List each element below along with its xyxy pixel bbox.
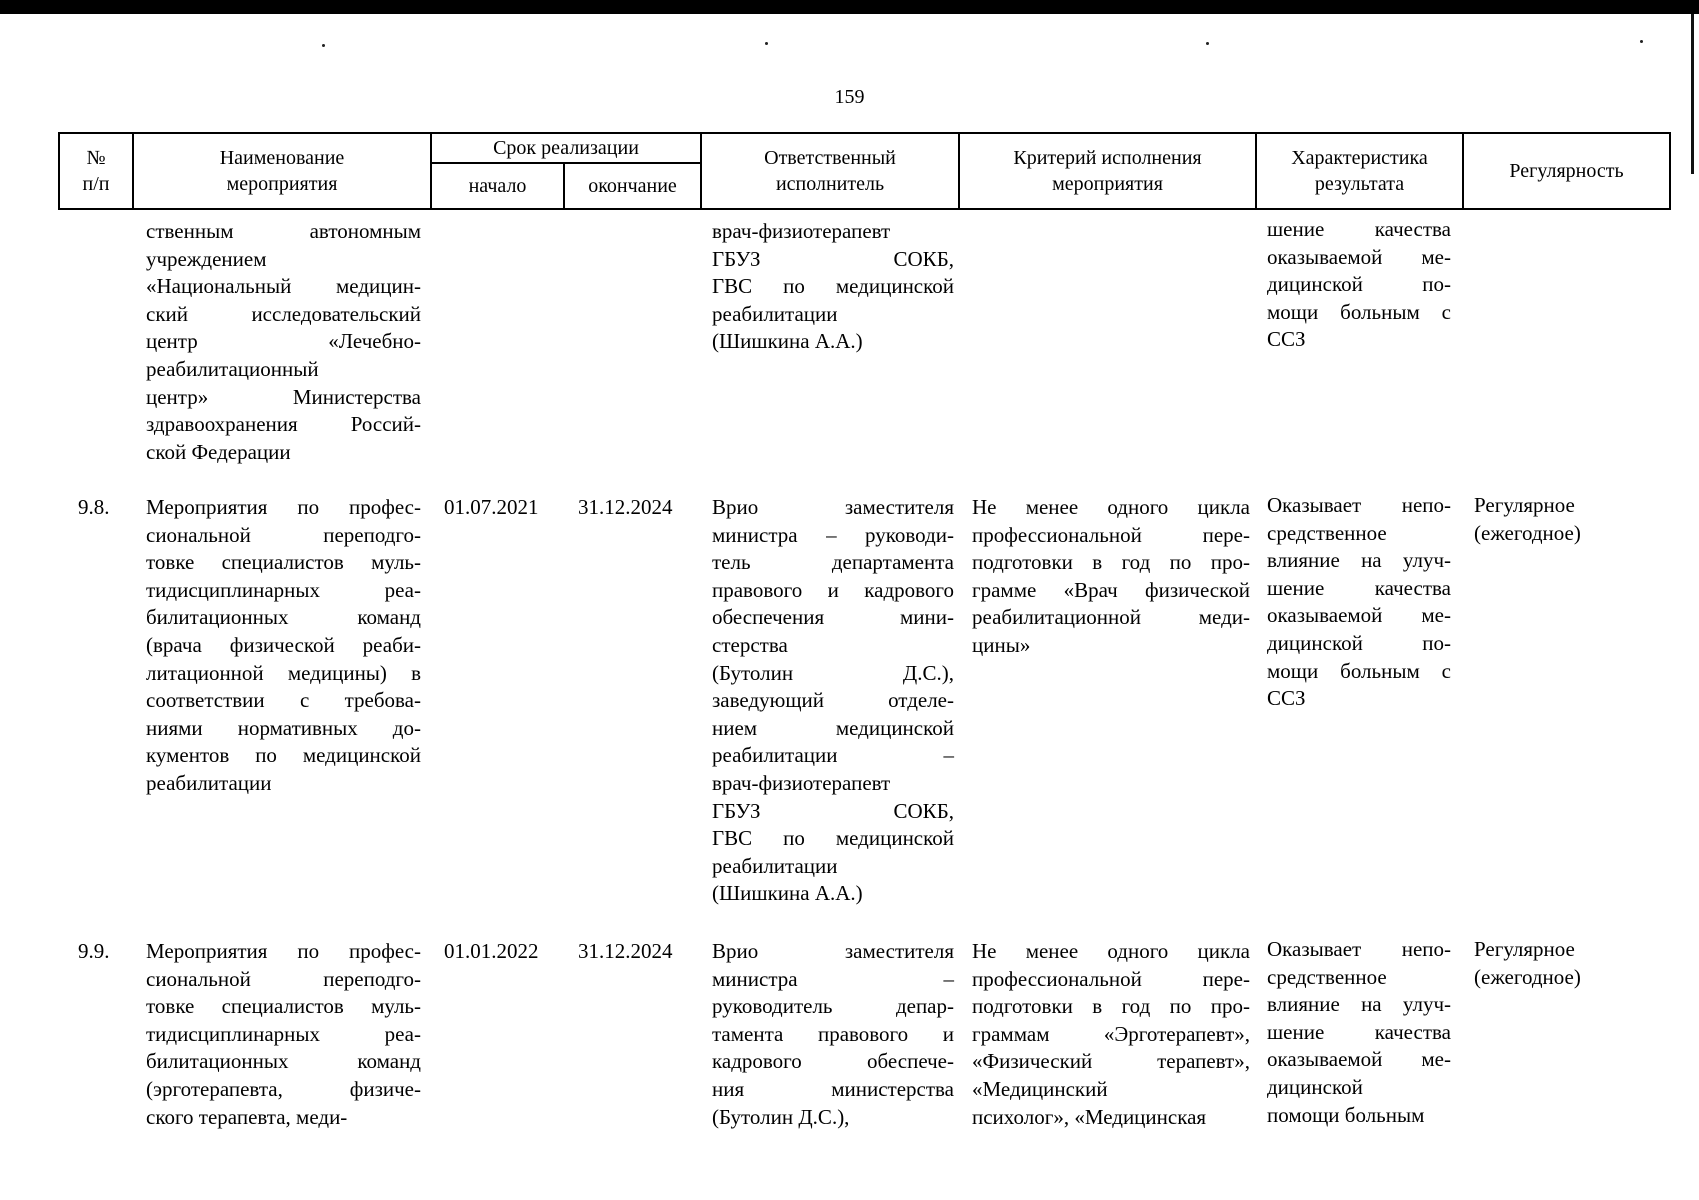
scan-speck [322, 44, 325, 47]
cell-line: дицинской по- [1267, 272, 1451, 297]
cell-line: реабилитации [712, 853, 838, 878]
cell-line: нием медицинской [712, 715, 954, 740]
cell-line: ской Федерации [146, 439, 291, 464]
row-result [1267, 216, 1451, 354]
cell-line: помощи больным [1267, 1102, 1425, 1127]
header-num: № п/п [59, 133, 133, 209]
cell-line: (Бутолин Д.С.), [712, 1104, 850, 1129]
cell-line: реабилитации [712, 301, 838, 326]
cell-line: средственное [1267, 520, 1387, 545]
row-regularity: Регулярное (ежегодное) [1474, 937, 1581, 989]
cell-line: кадрового обеспече- [712, 1049, 954, 1074]
cell-line: ственным автономным [146, 219, 421, 243]
cell-line: оказываемой ме- [1267, 1047, 1451, 1072]
cell-line: ГБУЗ СОКБ, [712, 246, 954, 271]
cell-line: шение качества [1267, 217, 1451, 241]
row-name [146, 218, 421, 466]
row-num: 9.9. [78, 939, 110, 963]
cell-line: ГВС по медицинской [712, 826, 954, 851]
cell-line: (врача физической реаби- [146, 632, 421, 657]
cell-line: подготовки в год по про- [972, 994, 1250, 1019]
row-criterion [972, 938, 1250, 1131]
cell-line: здравоохранения Россий- [146, 412, 421, 437]
page-number: 159 [834, 86, 865, 108]
row-responsible [712, 494, 954, 908]
cell-line: министра – руководи- [712, 522, 954, 547]
cell-line: тель департамента [712, 550, 954, 575]
header-criterion: Критерий исполнения мероприятия [959, 133, 1256, 209]
cell-line: ГБУЗ СОКБ, [712, 798, 954, 823]
cell-line: тидисциплинарных реа- [146, 1021, 421, 1046]
cell-line: «Национальный медицин- [146, 274, 421, 299]
cell-line: товке специалистов муль- [146, 994, 421, 1019]
cell-line: ния министерства [712, 1076, 954, 1101]
row-criterion [972, 494, 1250, 660]
cell-line: билитационных команд [146, 605, 421, 630]
cell-line: мощи больным с [1267, 658, 1451, 683]
cell-line: цины» [972, 632, 1031, 657]
cell-line: ский исследовательский [146, 301, 421, 326]
cell-line: профессиональной пере- [972, 966, 1250, 991]
cell-line: (эрготерапевта, физиче- [146, 1076, 421, 1101]
row-end: 31.12.2024 [578, 939, 673, 963]
row-regularity: Регулярное (ежегодное) [1474, 493, 1581, 545]
cell-line: (Шишкина А.А.) [712, 329, 863, 354]
cell-line: Оказывает непо- [1267, 493, 1451, 517]
cell-line: тамента правового и [712, 1021, 954, 1046]
cell-line: влияние на улуч- [1267, 548, 1451, 573]
cell-line: Не менее одного цикла [972, 939, 1250, 963]
cell-line: тидисциплинарных реа- [146, 577, 421, 602]
cell-line: средственное [1267, 964, 1387, 989]
cell-line: центр «Лечебно- [146, 329, 421, 354]
row-start: 01.01.2022 [444, 939, 539, 963]
row-num: 9.8. [78, 495, 110, 519]
cell-line: билитационных команд [146, 1049, 421, 1074]
cell-line: реабилитации [146, 770, 272, 795]
cell-line: Оказывает непо- [1267, 937, 1451, 961]
cell-line: Мероприятия по профес- [146, 939, 421, 963]
row-end: 31.12.2024 [578, 495, 673, 519]
cell-line: соответствии с требова- [146, 688, 421, 713]
cell-line: литационной медицины) в [146, 660, 421, 685]
cell-line: влияние на улуч- [1267, 992, 1451, 1017]
cell-line: психолог», «Медицинская [972, 1104, 1207, 1129]
scan-speck [765, 42, 768, 45]
cell-line: ССЗ [1267, 686, 1306, 711]
cell-line: Врио заместителя [712, 939, 954, 963]
cell-line: Мероприятия по профес- [146, 495, 421, 519]
cell-line: «Физический терапевт», [972, 1049, 1250, 1074]
cell-line: ГВС по медицинской [712, 274, 954, 299]
header-end: окончание [564, 163, 701, 209]
row-name [146, 494, 421, 798]
cell-line: мощи больным с [1267, 299, 1451, 324]
cell-line: «Медицинский [972, 1076, 1108, 1101]
cell-line: (Бутолин Д.С.), [712, 660, 954, 685]
cell-line: стерства [712, 632, 788, 657]
cell-line: дицинской по- [1267, 630, 1451, 655]
cell-line: ского терапевта, меди- [146, 1104, 348, 1129]
cell-line: товке специалистов муль- [146, 550, 421, 575]
cell-line: сиональной переподго- [146, 966, 421, 991]
cell-line: шение качества [1267, 1019, 1451, 1044]
header-period: Срок реализации [431, 133, 701, 163]
cell-line: оказываемой ме- [1267, 603, 1451, 628]
cell-line: дицинской [1267, 1074, 1363, 1099]
cell-line: обеспечения мини- [712, 605, 954, 630]
cell-line: Врио заместителя [712, 495, 954, 519]
cell-line: шение качества [1267, 575, 1451, 600]
header-result: Характеристика результата [1256, 133, 1463, 209]
cell-line: ССЗ [1267, 327, 1306, 352]
row-responsible [712, 938, 954, 1131]
cell-line: грамме «Врач физической [972, 577, 1250, 602]
cell-line: кументов по медицинской [146, 743, 421, 768]
cell-line: центр» Министерства [146, 384, 421, 409]
cell-line: врач-физиотерапевт [712, 770, 891, 795]
row-responsible [712, 218, 954, 356]
cell-line: граммам «Эрготерапевт», [972, 1021, 1250, 1046]
cell-line: руководитель депар- [712, 994, 954, 1019]
cell-line: профессиональной пере- [972, 522, 1250, 547]
cell-line: подготовки в год по про- [972, 550, 1250, 575]
row-name [146, 938, 421, 1131]
cell-line: заведующий отделе- [712, 688, 954, 713]
scan-speck [1206, 42, 1209, 45]
header-responsible: Ответственный исполнитель [701, 133, 959, 209]
cell-line: министра – [712, 966, 954, 991]
cell-line: Не менее одного цикла [972, 495, 1250, 519]
table-header [58, 132, 1669, 210]
cell-line: сиональной переподго- [146, 522, 421, 547]
cell-line: реабилитационной меди- [972, 605, 1250, 630]
cell-line: оказываемой ме- [1267, 244, 1451, 269]
cell-line: реабилитации – [712, 743, 954, 768]
header-regularity: Регулярность [1463, 133, 1670, 209]
cell-line: учреждением [146, 246, 267, 271]
cell-line: правового и кадрового [712, 577, 954, 602]
scan-top-border [0, 0, 1699, 14]
cell-line: ниями нормативных до- [146, 715, 421, 740]
cell-line: (Шишкина А.А.) [712, 881, 863, 906]
row-result [1267, 492, 1451, 713]
row-result [1267, 936, 1451, 1129]
header-name: Наименование мероприятия [133, 133, 431, 209]
cell-line: врач-физиотерапевт [712, 219, 891, 243]
scan-speck [1640, 40, 1643, 43]
row-start: 01.07.2021 [444, 495, 539, 519]
cell-line: реабилитационный [146, 356, 319, 381]
header-start: начало [431, 163, 564, 209]
